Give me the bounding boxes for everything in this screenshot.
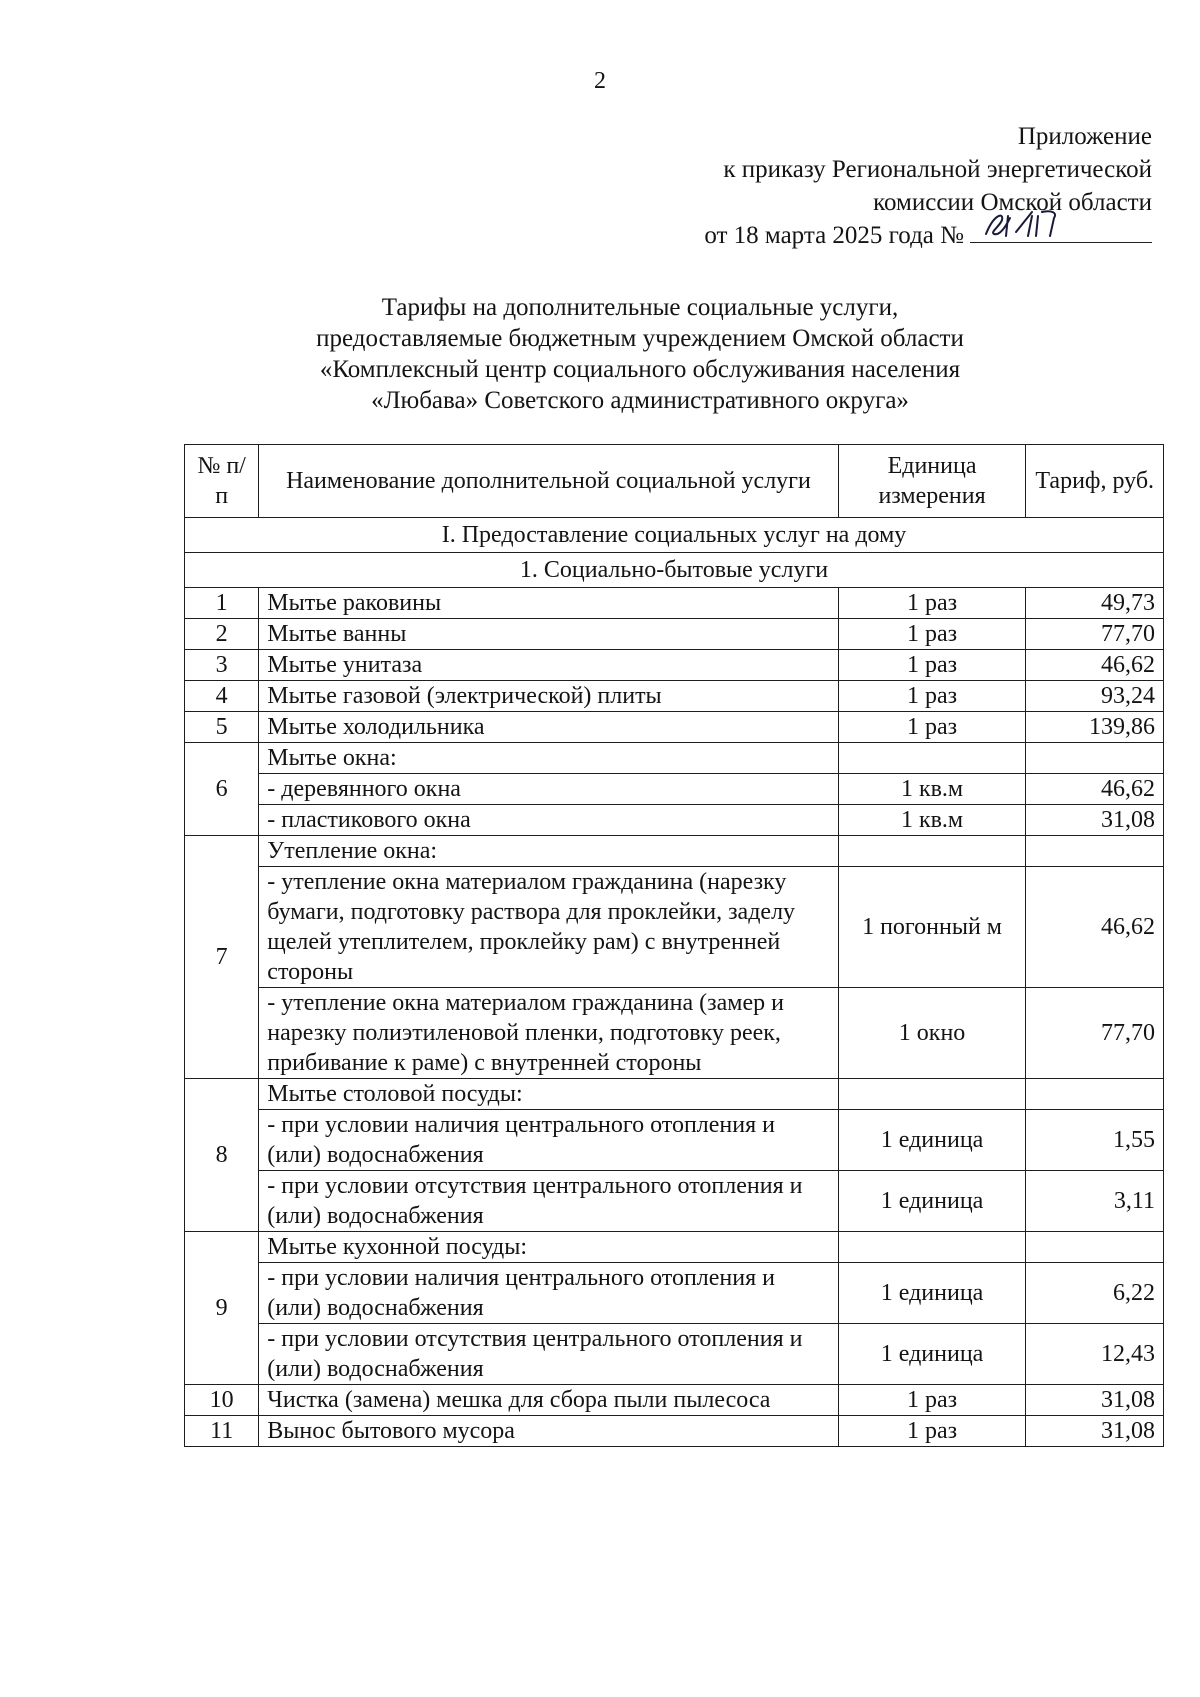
price-cell: 46,62 [1026,774,1164,805]
title-line-3: «Комплексный центр социального обслуживания населения [319,356,961,383]
price-cell-empty [1026,743,1164,774]
price-cell: 1,55 [1026,1110,1164,1171]
unit-cell: 1 единица [838,1263,1026,1324]
row-number: 7 [185,836,259,1079]
table-subrow [185,1263,1164,1324]
section-row [185,518,1164,553]
appendix-date: от 18 марта 2025 года № [704,222,964,249]
header-name: Наименование дополнительной социальной услуги [259,445,838,518]
header-price: Тариф, руб. [1026,445,1164,518]
unit-cell: 1 раз [838,712,1026,743]
table-row-group-header [185,836,1164,867]
unit-cell: 1 раз [838,1416,1026,1447]
price-cell: 12,43 [1026,1324,1164,1385]
service-group-name: Утепление окна: [259,836,838,867]
service-subitem-name: - при условии отсутствия центрального отопления и (или) водоснабжения [259,1171,838,1232]
service-name: Мытье раковины [259,588,838,619]
header-unit: Единица измерения [838,445,1026,518]
service-subitem-name: - пластикового окна [259,805,838,836]
unit-cell: 1 раз [838,1385,1026,1416]
row-number: 5 [185,712,259,743]
unit-cell-empty [838,1079,1026,1110]
service-name: Мытье ванны [259,619,838,650]
table-subrow [185,774,1164,805]
row-number: 1 [185,588,259,619]
title-line-1: Тарифы на дополнительные социальные услуги, [381,294,899,321]
unit-cell-empty [838,836,1026,867]
table-header-row [185,445,1164,518]
row-number: 6 [185,743,259,836]
table-row [185,712,1164,743]
subsection-title: 1. Социально-бытовые услуги [185,553,1164,588]
row-number: 3 [185,650,259,681]
table-row-group-header [185,743,1164,774]
title-line-4: «Любава» Советского административного округа» [371,387,909,414]
unit-cell: 1 окно [838,988,1026,1079]
table-subrow [185,1324,1164,1385]
table-row-group-header [185,1079,1164,1110]
document-title [200,292,1080,416]
price-cell: 93,24 [1026,681,1164,712]
price-cell-empty [1026,1232,1164,1263]
unit-cell-empty [838,743,1026,774]
order-number-field [970,220,1152,243]
service-name: Чистка (замена) мешка для сбора пыли пылесоса [259,1385,838,1416]
price-cell-empty [1026,1079,1164,1110]
table-subrow [185,867,1164,988]
price-cell-empty [1026,836,1164,867]
unit-cell: 1 кв.м [838,774,1026,805]
service-name: Мытье унитаза [259,650,838,681]
unit-cell: 1 единица [838,1171,1026,1232]
service-group-name: Мытье окна: [259,743,838,774]
page-number: 2 [594,68,606,94]
row-number: 9 [185,1232,259,1385]
table-subrow [185,988,1164,1079]
price-cell: 31,08 [1026,805,1164,836]
service-group-name: Мытье столовой посуды: [259,1079,838,1110]
price-cell: 31,08 [1026,1416,1164,1447]
price-cell: 49,73 [1026,588,1164,619]
unit-cell: 1 единица [838,1324,1026,1385]
table-row [185,588,1164,619]
appendix-line-4 [704,219,1152,252]
service-subitem-name: - деревянного окна [259,774,838,805]
section-title: I. Предоставление социальных услуг на дому [185,518,1164,553]
table-row [185,1385,1164,1416]
row-number: 8 [185,1079,259,1232]
appendix-line-3: комиссии Омской области [873,189,1152,216]
service-name: Мытье холодильника [259,712,838,743]
row-number: 10 [185,1385,259,1416]
title-line-2: предоставляемые бюджетным учреждением Омской области [316,325,964,352]
table-row [185,681,1164,712]
unit-cell: 1 кв.м [838,805,1026,836]
appendix-line-2: к приказу Региональной энергетической [723,156,1152,183]
row-number: 11 [185,1416,259,1447]
table-row-group-header [185,1232,1164,1263]
price-cell: 46,62 [1026,867,1164,988]
price-cell: 31,08 [1026,1385,1164,1416]
service-name: Вынос бытового мусора [259,1416,838,1447]
service-subitem-name: - при условии наличия центрального отопления и (или) водоснабжения [259,1110,838,1171]
tariff-table [184,444,1164,1447]
unit-cell: 1 раз [838,650,1026,681]
price-cell: 46,62 [1026,650,1164,681]
unit-cell: 1 погонный м [838,867,1026,988]
price-cell: 3,11 [1026,1171,1164,1232]
price-cell: 139,86 [1026,712,1164,743]
table-subrow [185,1110,1164,1171]
unit-cell: 1 единица [838,1110,1026,1171]
service-subitem-name: - утепление окна материалом гражданина (нарезку бумаги, подготовку раствора для проклейки, заделу щелей утеплителем, проклейку рам) с внутренней стороны [259,867,838,988]
price-cell: 77,70 [1026,988,1164,1079]
row-number: 4 [185,681,259,712]
subsection-row [185,553,1164,588]
unit-cell: 1 раз [838,619,1026,650]
row-number: 2 [185,619,259,650]
handwritten-order-number [980,206,1090,242]
service-subitem-name: - при условии отсутствия центрального отопления и (или) водоснабжения [259,1324,838,1385]
table-row [185,619,1164,650]
service-name: Мытье газовой (электрической) плиты [259,681,838,712]
appendix-line-1: Приложение [1017,123,1152,150]
unit-cell: 1 раз [838,681,1026,712]
header-num: № п/п [185,445,259,518]
table-row [185,1416,1164,1447]
table-subrow [185,805,1164,836]
service-subitem-name: - при условии наличия центрального отопления и (или) водоснабжения [259,1263,838,1324]
table-row [185,650,1164,681]
price-cell: 6,22 [1026,1263,1164,1324]
service-group-name: Мытье кухонной посуды: [259,1232,838,1263]
service-subitem-name: - утепление окна материалом гражданина (замер и нарезку полиэтиленовой пленки, подготовку реек, прибивание к раме) с внутренней стороны [259,988,838,1079]
price-cell: 77,70 [1026,619,1164,650]
table-subrow [185,1171,1164,1232]
unit-cell-empty [838,1232,1026,1263]
unit-cell: 1 раз [838,588,1026,619]
appendix-block [704,120,1152,252]
